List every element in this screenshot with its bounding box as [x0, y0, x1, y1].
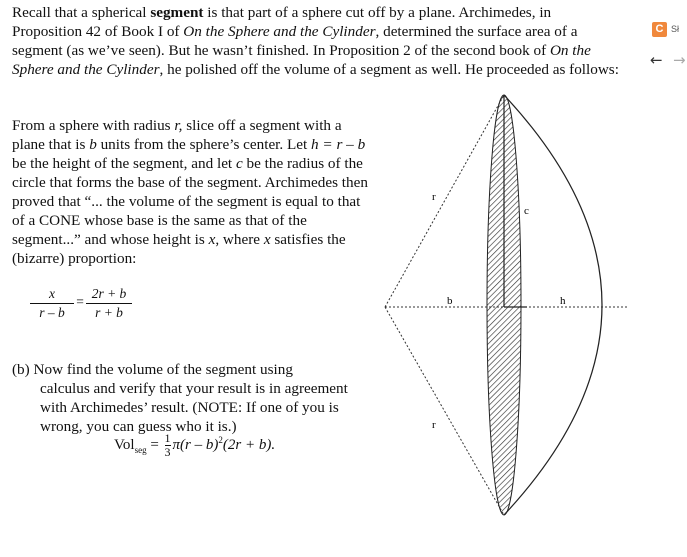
label-r-top: r — [432, 191, 436, 203]
back-arrow-icon[interactable]: ← — [650, 51, 663, 69]
problem-text: From a sphere with radius — [12, 117, 175, 134]
vol-equals: = — [146, 436, 163, 453]
fraction-denominator: 3 — [164, 445, 171, 459]
problem-text: slice off a segment with a plane that is — [12, 117, 342, 153]
problem-text: be the radius of the circle that forms the base of the segment. Archimedes then proved that “... the volume of the segment is equal to that of a CONE whose base is the same as that of the segment...” and whose height is — [12, 155, 368, 248]
intro-text: , he polished off the volume of a segment as well. He proceeded as follows: — [159, 61, 619, 78]
problem-text: be the height of the segment, and let — [12, 155, 236, 172]
fraction-numerator: 2r + b — [91, 286, 127, 301]
fraction-denominator: r + b — [95, 305, 123, 320]
browser-sidebar — [641, 18, 687, 88]
label-r-bottom: r — [432, 419, 436, 431]
var-c: c — [235, 155, 243, 172]
problem-text: , where — [215, 231, 264, 248]
cone-side-bottom — [385, 307, 504, 515]
fraction-numerator: 1 — [164, 431, 171, 445]
vol-subscript: seg — [134, 444, 147, 455]
logo-text: Sł — [671, 24, 680, 34]
fraction-denominator: r – b — [39, 305, 65, 320]
equals-sign: = — [76, 294, 84, 309]
vol-term: π(r – b) — [172, 436, 219, 453]
part-b-line: with Archimedes’ result. (NOTE: If one of you is — [40, 399, 339, 416]
book-title: On the Sphere and the Cylinder — [12, 42, 591, 78]
problem-text: units from the sphere’s center. Let — [96, 136, 312, 153]
app-logo-icon[interactable] — [652, 22, 667, 37]
logo-letter: C — [655, 23, 664, 35]
vol-label: Vol — [114, 436, 135, 453]
book-title: On the Sphere and the Cylinder — [183, 23, 376, 40]
vol-exponent: 2 — [218, 434, 223, 445]
var-b: b — [89, 136, 97, 153]
part-b-line: wrong, you can guess who it is.) — [40, 418, 237, 435]
part-b-line: (b) Now find the volume of the segment using — [12, 361, 293, 378]
forward-arrow-icon[interactable]: → — [673, 51, 686, 69]
part-b-line: calculus and verify that your result is in agreement — [40, 380, 348, 397]
intro-text: , determined the surface area of a segment (as we’ve seen). But he wasn’t finished. In Proposition 2 of the second book of — [12, 23, 578, 59]
cone-side-top — [385, 95, 504, 307]
height-equation: h = r – b — [311, 136, 366, 153]
var-x: x — [263, 231, 271, 248]
label-h: h — [560, 295, 566, 307]
label-b: b — [447, 295, 453, 307]
intro-text: is that part of a sphere cut off by a plane. Archimedes, in Proposition 42 of Book I of — [12, 4, 552, 40]
segment-term: segment — [150, 4, 204, 21]
label-c: c — [524, 205, 529, 217]
var-x: x — [208, 231, 216, 248]
problem-text: satisfies the (bizarre) proportion: — [12, 231, 346, 267]
fraction-numerator: x — [49, 286, 55, 301]
vol-term: (2r + b). — [222, 436, 276, 453]
intro-text: Recall that a spherical — [12, 4, 151, 21]
var-r: r, — [174, 117, 183, 134]
